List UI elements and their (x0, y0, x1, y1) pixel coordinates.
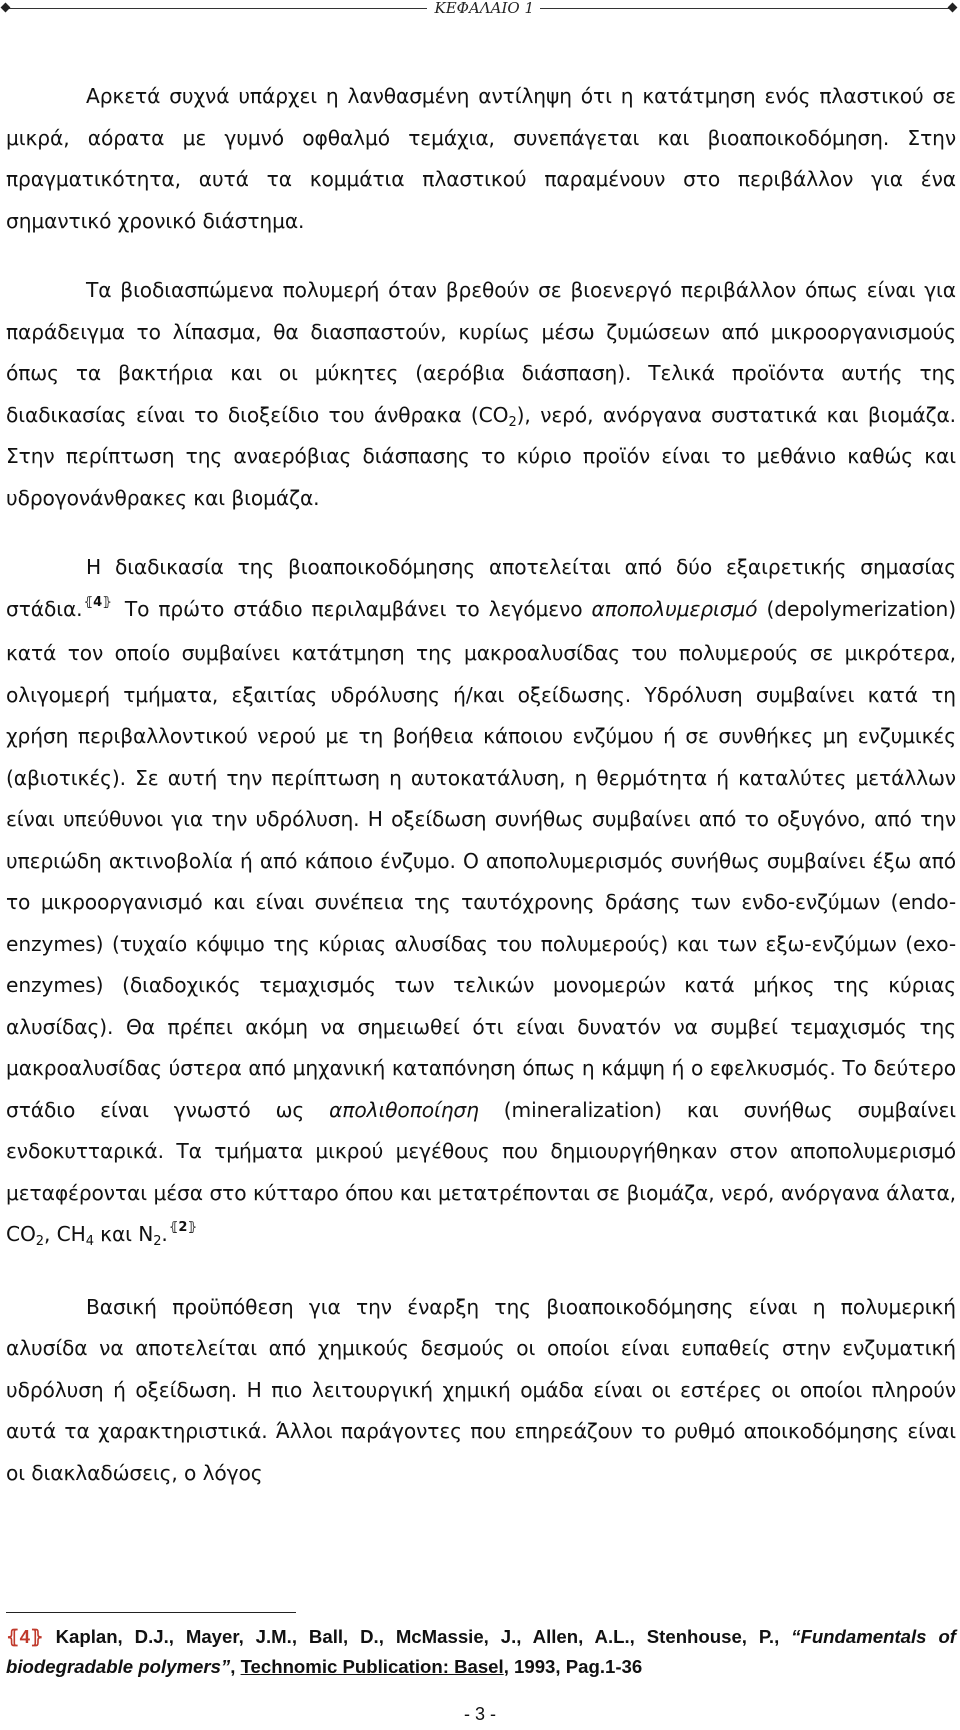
footnote-separator-text: , (230, 1656, 241, 1677)
citation-2: ⦃2⦄ (168, 1220, 198, 1235)
footnote-authors: Kaplan, D.J., Mayer, J.M., Ball, D., McMassie, J., Allen, A.L., Stenhouse, P., (43, 1626, 792, 1647)
paragraph-3-text-c: (depolymerization) κατά τον οποίο συμβαίνει κατάτμηση της μακροαλυσίδας του πολυμερούς σε μικρότερα, ολιγομερή τμήματα, εξαιτίας υδρόλυσης ή/και οξείδωσης. Υδρόλυση συμβαίνει κατά τη χρήση περιβαλλοντικού νερού με τη βοήθεια κάποιου ενζύμου ή σε συνθήκες μη ενζυμικές (αβιοτικές). Σε αυτή την περίπτωση η αυτοκατάλυση, η θερμότητα ή καταλύτες μετάλλων είναι υπεύθυνοι για την υδρόλυση. Η οξείδωση συνήθως συμβαίνει από το οξυγόνο, από την υπεριώδη ακτινοβολία ή από κάποιο ένζυμο. Ο αποπολυμερισμός συνήθως συμβαίνει έξω από το μικροοργανισμό και είναι συνέπεια της ταυτόχρονης δράσης των ενδο-ενζύμων (endo-enzymes) (τυχαίο κόψιμο της κύριας αλυσίδας του πολυμερούς) και των εξω-ενζύμων (exo-enzymes) (διαδοχικός τεμαχισμός των τελικών μονομερών κατά μήκος της κύριας αλυσίδας). Θα πρέπει ακόμη να σημειωθεί ότι είναι δυνατόν να συμβεί τεμαχισμός της μακροαλυσίδας ύστερα από μηχανική καταπόνηση όπως η κάμψη ή ο εφελκυσμός. Το δεύτερο στάδιο είναι γνωστό ως (6, 596, 956, 1122)
header-diamond-left (1, 3, 11, 13)
paragraph-3-text-f: και N (93, 1222, 154, 1246)
paragraph-3-text-e: , CH (43, 1222, 86, 1246)
footnote-publisher: Technomic Publication: Basel (240, 1656, 504, 1677)
page-header (0, 0, 960, 16)
footnote-title: “Fundamentals of biodegradable polymers” (6, 1626, 956, 1677)
co2-subscript: 2 (35, 1234, 44, 1249)
footnote-marker: ⦃4⦄ (6, 1626, 44, 1647)
n2-subscript: 2 (153, 1234, 162, 1249)
term-mineralization: απολιθοποίηση (329, 1097, 479, 1122)
co2-subscript: 2 (508, 414, 517, 430)
footnote-4 (6, 1622, 956, 1682)
header-diamond-right (948, 3, 958, 13)
paragraph-1: Αρκετά συχνά υπάρχει η λανθασμένη αντίληψη ότι η κατάτμηση ενός πλαστικού σε μικρά, αόρατα με γυμνό οφθαλμό τεμάχια, συνεπάγεται και βιοαποικοδόμηση. Στην πραγματικότητα, αυτά τα κομμάτια πλαστικού παραμένουν στο περιβάλλον για ένα σημαντικό χρονικό διάστημα. (6, 84, 956, 233)
page-number: - 3 - (463, 1704, 496, 1724)
footnote-tail: , 1993, Pag.1-36 (503, 1656, 643, 1677)
citation-4: ⦃4⦄ (83, 594, 112, 610)
paragraph-3-text-g: . (161, 1222, 168, 1246)
footnote-separator (6, 1612, 296, 1613)
term-depolymerization: αποπολυμερισμό (591, 596, 758, 621)
ch4-subscript: 4 (85, 1234, 94, 1249)
paragraph-3-text-b: Το πρώτο στάδιο περιλαμβάνει το λεγόμενο (115, 596, 592, 621)
paragraph-3-text-a: Η διαδικασία της βιοαποικοδόμησης αποτελείται από δύο εξαιρετικής σημασίας στάδια. (6, 555, 956, 621)
page-body (6, 76, 956, 1494)
paragraph-2-text-b: ), νερό, ανόργανα συστατικά και βιομάζα. Στην περίπτωση της αναερόβιας διάσπασης το κύριο προϊόν είναι το μεθάνιο καθώς και υδρογονάνθρακες και βιομάζα. (6, 402, 956, 510)
chapter-title: ΚΕΦΑΛΑΙΟ 1 (427, 0, 541, 16)
paragraph-2 (6, 270, 956, 519)
paragraph-4: Βασική προϋπόθεση για την έναρξη της βιοαποικοδόμησης είναι η πολυμερική αλυσίδα να αποτελείται από χημικούς δεσμούς οι οποίοι είναι ευπαθείς στην ενζυματική υδρόλυση ή οξείδωση. Η πιο λειτουργική χημική ομάδα είναι οι εστέρες οι οποίοι πληρούν αυτά τα χαρακτηριστικά. Άλλοι παράγοντες που επηρεάζουν το ρυθμό αποικοδόμησης είναι οι διακλαδώσεις, ο λόγος (6, 1294, 956, 1485)
paragraph-2-text-a: Τα βιοδιασπώμενα πολυμερή όταν βρεθούν σε βιοενεργό περιβάλλον όπως είναι για παράδειγμα το λίπασμα, θα διασπαστούν, κυρίως μέσω ζυμώσεων από μικροοργανισμούς όπως τα βακτήρια και οι μύκητες (αερόβια διάσπαση). Τελικά προϊόντα αυτής της διαδικασίας είναι το διοξείδιο του άνθρακα (CO (6, 278, 956, 427)
paragraph-3 (6, 547, 956, 1259)
paragraph-3-text-d: (mineralization) και συνήθως συμβαίνει ενδοκυτταρικά. Τα τμήματα μικρού μεγέθους που δημιουργήθηκαν στον αποπολυμερισμό μεταφέρονται μέσα στο κύτταρο όπου και μετατρέπονται σε βιομάζα, νερό, ανόργανα άλατα, CO (6, 1097, 956, 1246)
